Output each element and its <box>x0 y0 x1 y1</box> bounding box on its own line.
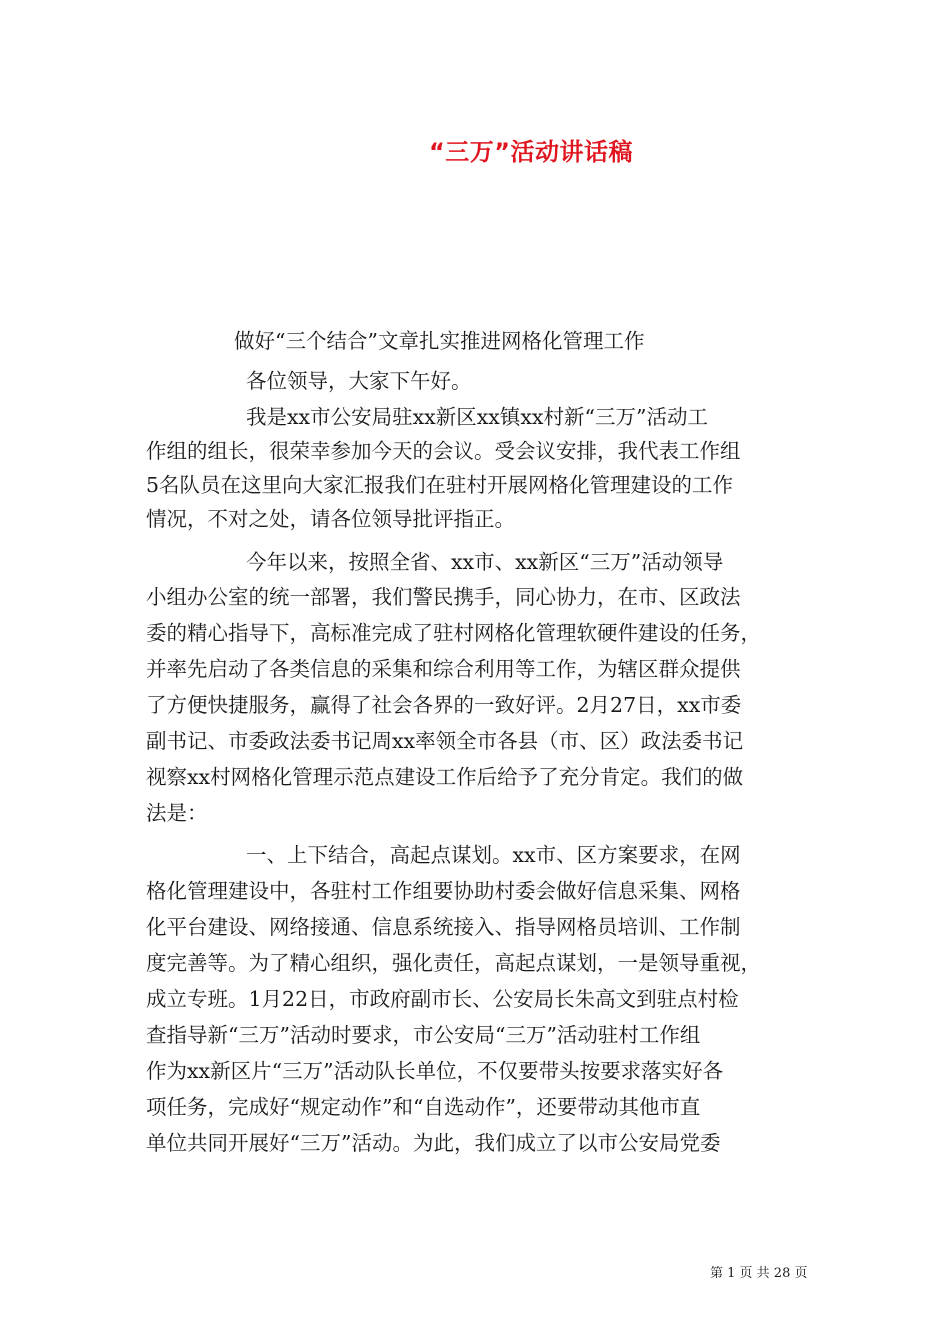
text-line: 副书记、市委政法委书记周xx率领全市各县（市、区）政法委书记 <box>146 729 744 753</box>
text-line: 一、上下结合，高起点谋划。xx市、区方案要求，在网 <box>246 843 741 867</box>
text-line: 化平台建设、网络接通、信息系统接入、指导网格员培训、工作制 <box>146 915 741 939</box>
text-line: 情况，不对之处，请各位领导批评指正。 <box>146 507 515 531</box>
text-line: 项任务，完成好“规定动作”和“自选动作”，还要带动其他市直 <box>146 1095 701 1119</box>
document-subtitle: 做好“三个结合”文章扎实推进网格化管理工作 <box>234 329 645 353</box>
text-line: 今年以来，按照全省、xx市、xx新区“三万”活动领导 <box>246 550 724 574</box>
text-line: 单位共同开展好“三万”活动。为此，我们成立了以市公安局党委 <box>146 1131 721 1155</box>
text-line: 度完善等。为了精心组织，强化责任，高起点谋划，一是领导重视， <box>146 951 761 975</box>
text-line: 成立专班。1月22日，市政府副市长、公安局长朱高文到驻点村检 <box>146 987 739 1011</box>
text-line: 查指导新“三万”活动时要求，市公安局“三万”活动驻村工作组 <box>146 1023 701 1047</box>
document-title: “三万”活动讲话稿 <box>428 138 634 166</box>
text-line: 格化管理建设中，各驻村工作组要协助村委会做好信息采集、网格 <box>146 879 741 903</box>
text-line: 5名队员在这里向大家汇报我们在驻村开展网格化管理建设的工作 <box>146 473 734 497</box>
text-line: 作为xx新区片“三万”活动队长单位，不仅要带头按要求落实好各 <box>146 1059 724 1083</box>
text-line: 各位领导，大家下午好。 <box>246 369 472 393</box>
page-number-footer: 第 1 页 共 28 页 <box>710 1266 808 1281</box>
text-line: 小组办公室的统一部署，我们警民携手，同心协力，在市、区政法 <box>146 585 741 609</box>
text-line: 我是xx市公安局驻xx新区xx镇xx村新“三万”活动工 <box>246 405 708 429</box>
text-line: 视察xx村网格化管理示范点建设工作后给予了充分肯定。我们的做 <box>146 765 744 789</box>
text-line: 并率先启动了各类信息的采集和综合利用等工作，为辖区群众提供 <box>146 657 741 681</box>
text-line: 了方便快捷服务，赢得了社会各界的一致好评。2月27日，xx市委 <box>146 693 742 717</box>
text-line: 作组的组长，很荣幸参加今天的会议。受会议安排，我代表工作组 <box>146 439 741 463</box>
text-line: 法是： <box>146 801 208 825</box>
text-line: 委的精心指导下，高标准完成了驻村网格化管理软硬件建设的任务， <box>146 621 761 645</box>
